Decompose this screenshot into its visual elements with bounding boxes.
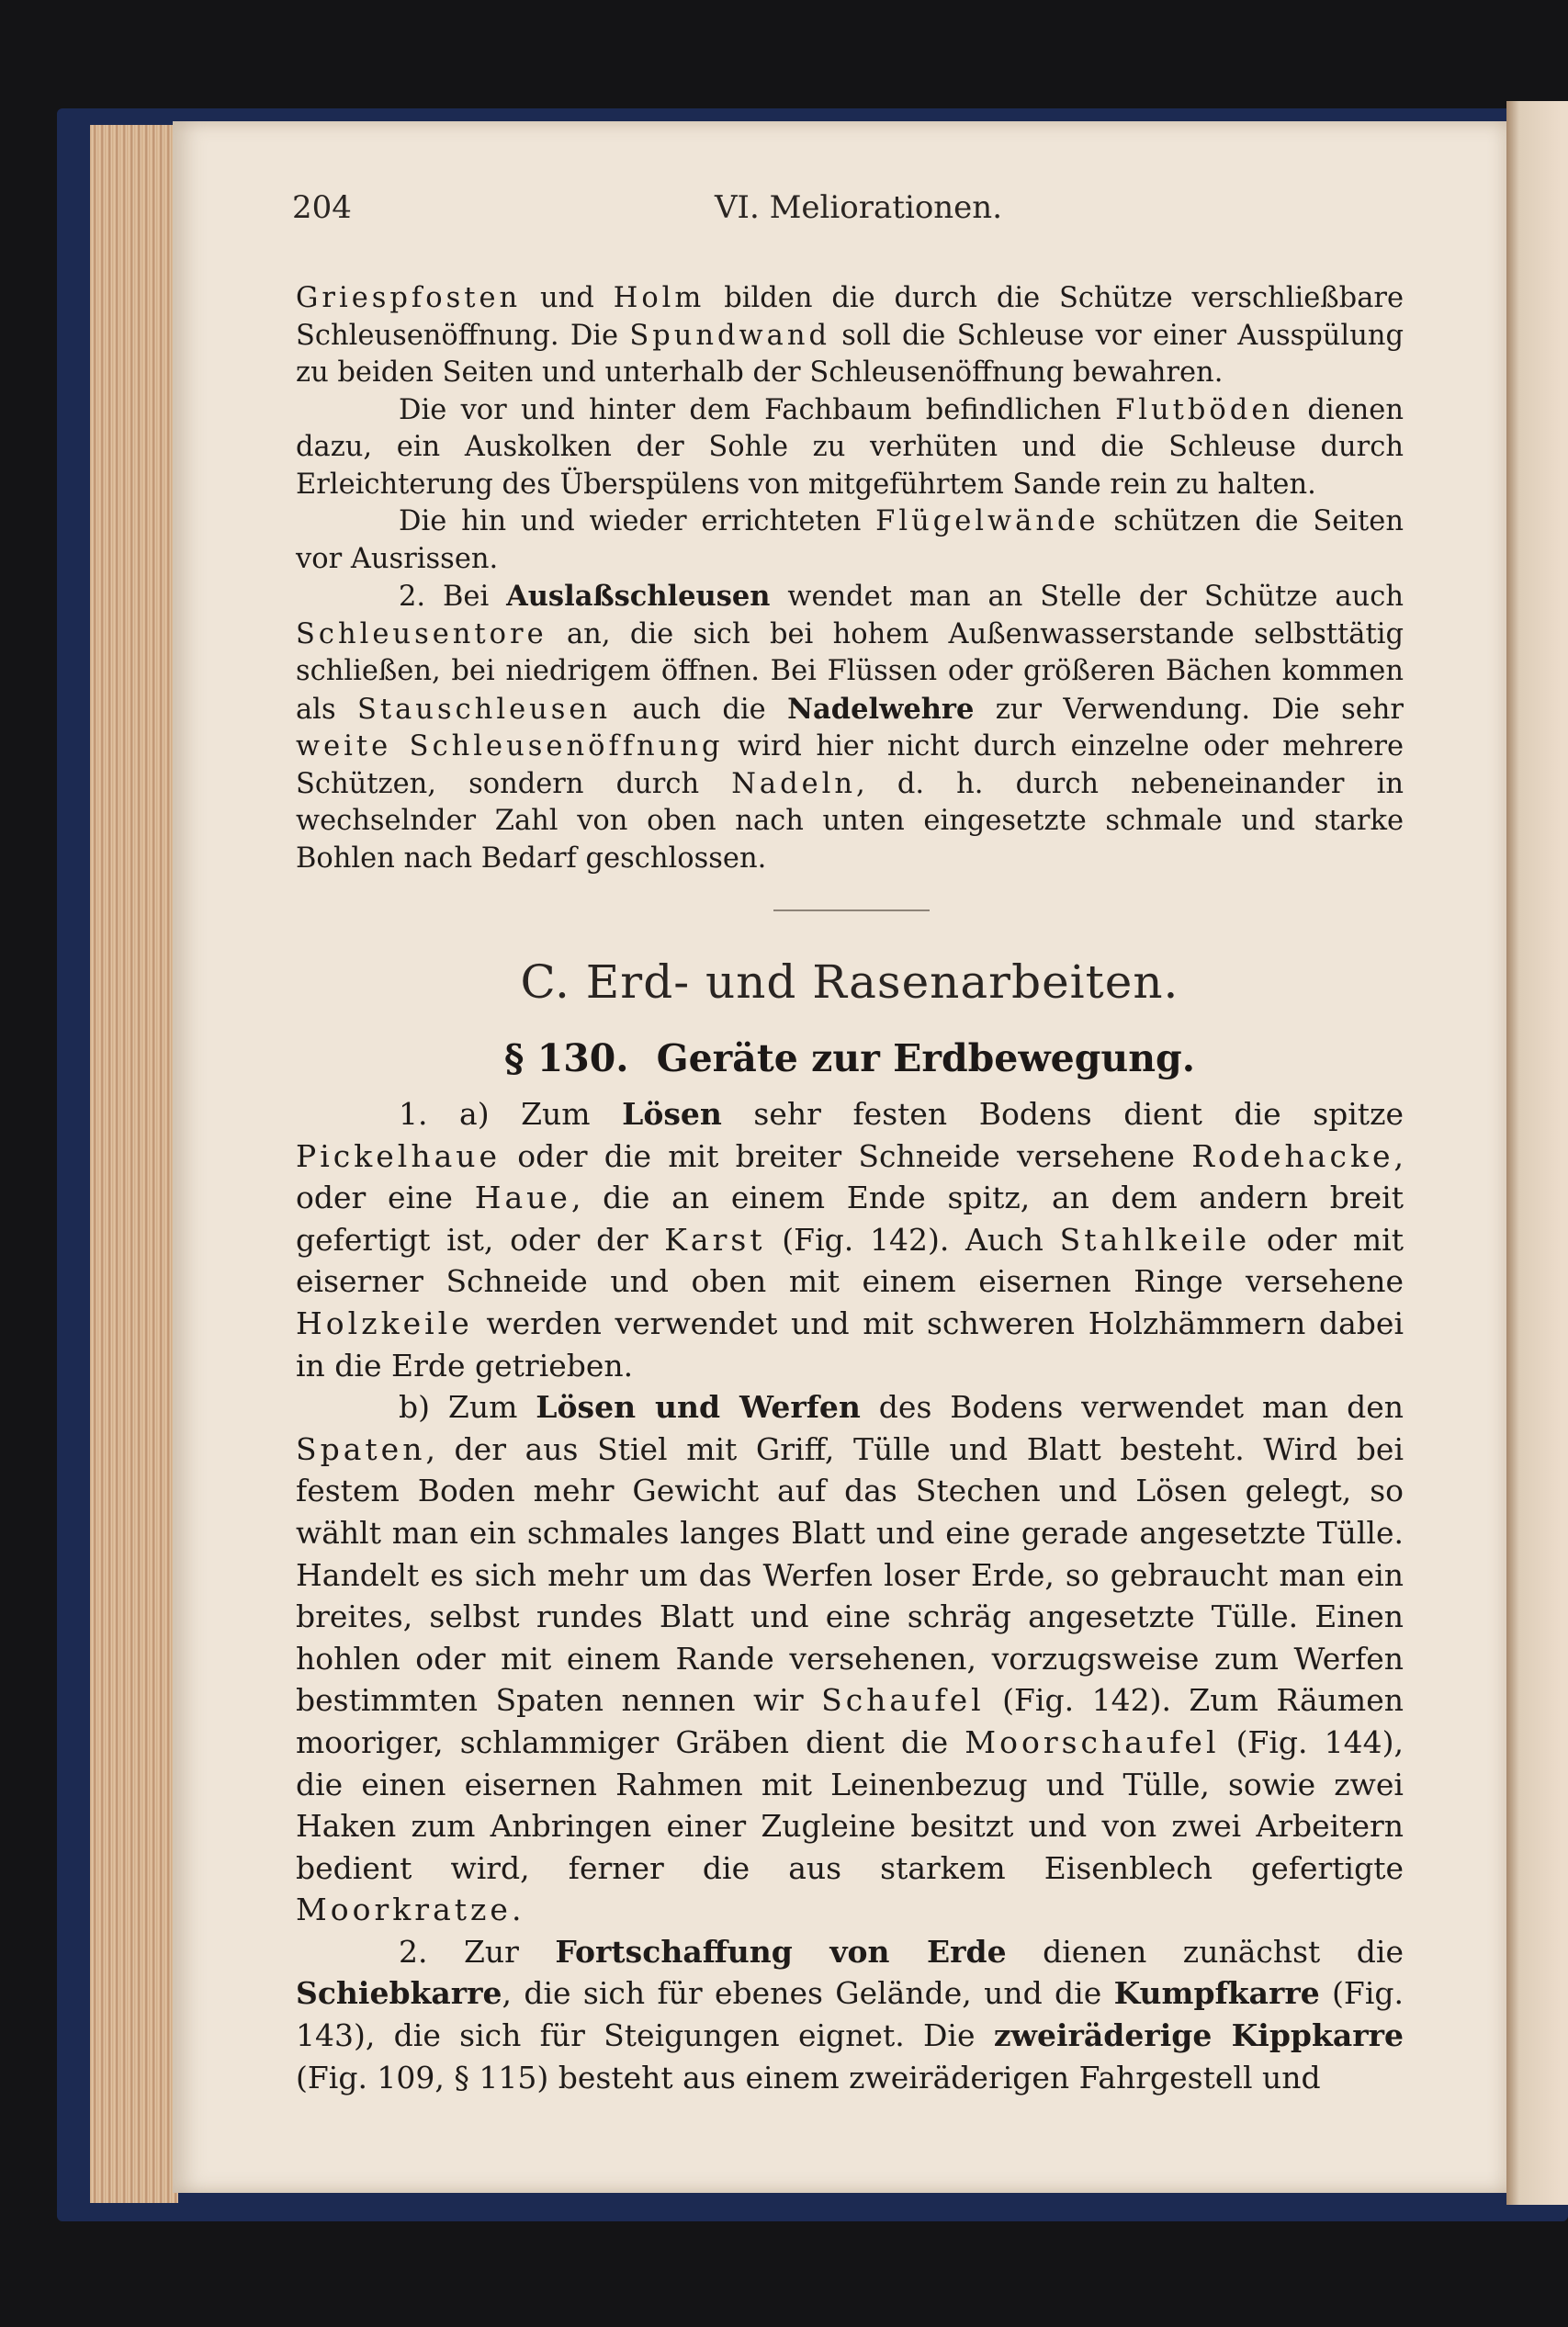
paragraph: b) Zum Lösen und Werfen des Bodens verwendet man den Spaten, der aus Stiel mit Griff, Tülle und Blatt besteht. Wird bei festem Boden mehr Gewicht auf das Stechen und Lösen gelegt, so wählt man ein schmales langes Blatt und eine gerade angesetzte Tülle. Handelt es sich mehr um das Werfen loser Erde, so gebraucht man ein breites, selbst rundes Blatt und eine schräg angesetzte Tülle. Einen hohlen oder mit einem Rande versehenen, vorzugsweise zum Werfen bestimmten Spaten nennen wir Schaufel (Fig. 142). Zum Räumen mooriger, schlammiger Gräben dient die Moorschaufel (Fig. 144), die einen eisernen Rahmen mit Leinenbezug und Tülle, sowie zwei Haken zum Anbringen einer Zugleine besitzt und von zwei Arbeitern bedient wird, ferner die aus starkem Eisenblech gefertigte Moorkratze. [296,1389,1404,1928]
chapter-title: VI. Meliorationen. [715,189,1003,226]
bottom-text-block [296,1093,1404,2098]
paragraph-heading-text: Geräte zur Erdbewegung. [656,1036,1195,1080]
paragraph: Die hin und wieder errichteten Flügelwände schützen die Seiten vor Ausrissen. [296,505,1404,575]
paragraph: Griespfosten und Holm bilden die durch die Schütze verschließbare Schleusenöffnung. Die Spundwand soll die Schleuse vor einer Ausspülung zu beiden Seiten und unterhalb der Schleusenöffnung bewahren. [296,282,1404,389]
section-title: C. Erd- und Rasenarbeiten. [520,955,1179,1009]
facing-page-edge [1506,101,1568,2205]
page-edges [90,125,178,2203]
paragraph: 1. a) Zum Lösen sehr festen Bodens dient die spitze Pickelhaue oder die mit breiter Schneide versehene Rodehacke, oder eine Haue, die an einem Ende spitz, an dem andern breit gefertigt ist, oder der Karst (Fig. 142). Auch Stahlkeile oder mit eiserner Schneide und oben mit einem eisernen Ringe versehene Holzkeile werden verwendet und mit schweren Holzhämmern dabei in die Erde getrieben. [296,1096,1404,1384]
paragraph-number: § 130. [504,1036,629,1080]
paragraph: Die vor und hinter dem Fachbaum befindlichen Flutböden dienen dazu, ein Auskolken der Sohle zu verhüten und die Schleuse durch Erleichterung des Überspülens von mitgeführtem Sande rein zu halten. [296,393,1404,501]
paragraph: 2. Bei Auslaßschleusen wendet man an Stelle der Schütze auch Schleusentore an, die sich bei hohem Außenwasserstande selbsttätig schließen, bei niedrigem öffnen. Bei Flüssen oder größeren Bächen kommen als Stauschleusen auch die Nadelwehre zur Verwendung. Die sehr weite Schleusenöffnung wird hier nicht durch einzelne oder mehrere Schützen, sondern durch Nadeln, d. h. durch nebeneinander in wechselnder Zahl von oben nach unten eingesetzte schmale und starke Bohlen nach Bedarf geschlossen. [296,580,1404,875]
paragraph-heading [296,1036,1404,1080]
top-text-block [296,280,1404,877]
running-header [292,189,1404,235]
page-number: 204 [292,189,352,226]
paragraph: 2. Zur Fortschaffung von Erde dienen zunächst die Schiebkarre, die sich für ebenes Gelände, und die Kumpfkarre (Fig. 143), die sich für Steigungen eignet. Die zweiräderige Kippkarre (Fig. 109, § 115) besteht aus einem zweiräderigen Fahrgestell und [296,1933,1404,2095]
section-divider [773,909,930,911]
